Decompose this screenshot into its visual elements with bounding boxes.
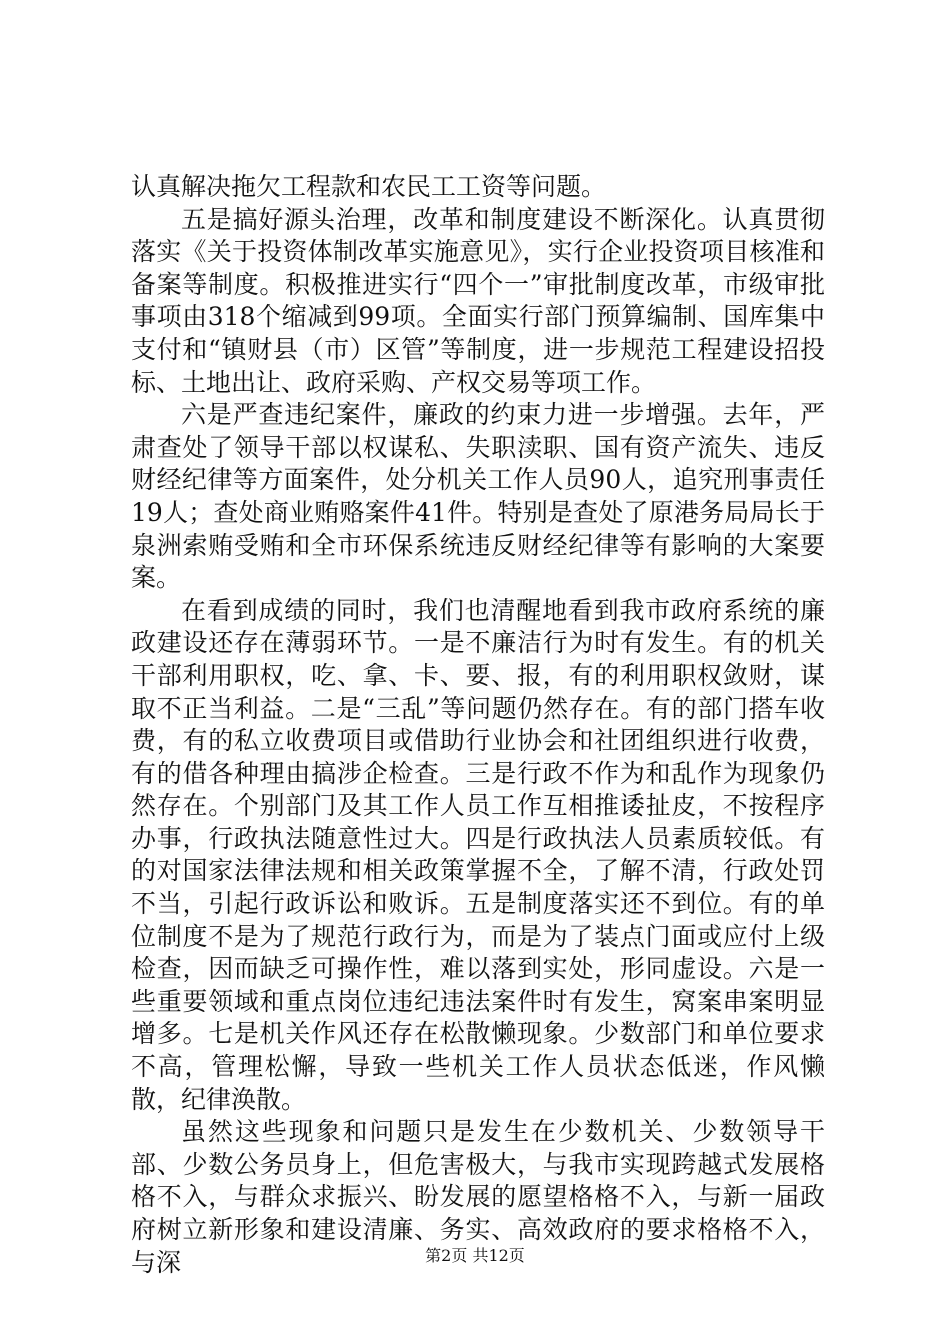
paragraph-continuation: 认真解决拖欠工程款和农民工工资等问题。: [131, 172, 607, 201]
page-number-label: 第2页 共12页: [425, 1246, 525, 1265]
document-body: [131, 171, 825, 1279]
paragraph-source-governance: 五是搞好源头治理，改革和制度建设不断深化。认真贯彻落实《关于投资体制改革实施意见》，实行企业投资项目核准和备案等制度。积极推进实行“四个一”审批制度改革，市级审批事项由318个缩减到99项。全面实行部门预算编制、国库集中支付和“镇财县（市）区管”等制度，进一步规范工程建设招投标、土地出让、政府采购、产权交易等项工作。: [131, 204, 825, 397]
page-footer: [0, 1243, 950, 1266]
paragraph-weak-links: 在看到成绩的同时，我们也清醒地看到我市政府系统的廉政建设还存在薄弱环节。一是不廉洁行为时有发生。有的机关干部利用职权，吃、拿、卡、要、报，有的利用职权敛财，谋取不正当利益。二是“三乱”等问题仍然存在。有的部门搭车收费，有的私立收费项目或借助行业协会和社团组织进行收费，有的借各种理由搞涉企检查。三是行政不作为和乱作为现象仍然存在。个别部门及其工作人员工作互相推诿扯皮，不按程序办事，行政执法随意性过大。四是行政执法人员素质较低。有的对国家法律法规和相关政策掌握不全，了解不清，行政处罚不当，引起行政诉讼和败诉。五是制度落实还不到位。有的单位制度不是为了规范行政行为，而是为了装点门面或应付上级检查，因而缺乏可操作性，难以落到实处，形同虚设。六是一些重要领域和重点岗位违纪违法案件时有发生，窝案串案明显增多。七是机关作风还存在松散懒现象。少数部门和单位要求不高，管理松懈，导致一些机关工作人员状态低迷，作风懒散，纪律涣散。: [131, 595, 825, 1114]
paragraph-discipline-cases: 六是严查违纪案件，廉政的约束力进一步增强。去年，严肃查处了领导干部以权谋私、失职渎职、国有资产流失、违反财经纪律等方面案件，处分机关工作人员90人，追究刑事责任19人；查处商业贿赂案件41件。特别是查处了原港务局局长于泉洲索贿受贿和全市环保系统违反财经纪律等有影响的大案要案。: [131, 400, 825, 593]
paragraph-harm-assessment: 虽然这些现象和问题只是发生在少数机关、少数领导干部、少数公务员身上，但危害极大，与我市实现跨越式发展格格不入，与群众求振兴、盼发展的愿望格格不入，与新一届政府树立新形象和建设清廉、务实、高效政府的要求格格不入，与深: [131, 1117, 825, 1277]
